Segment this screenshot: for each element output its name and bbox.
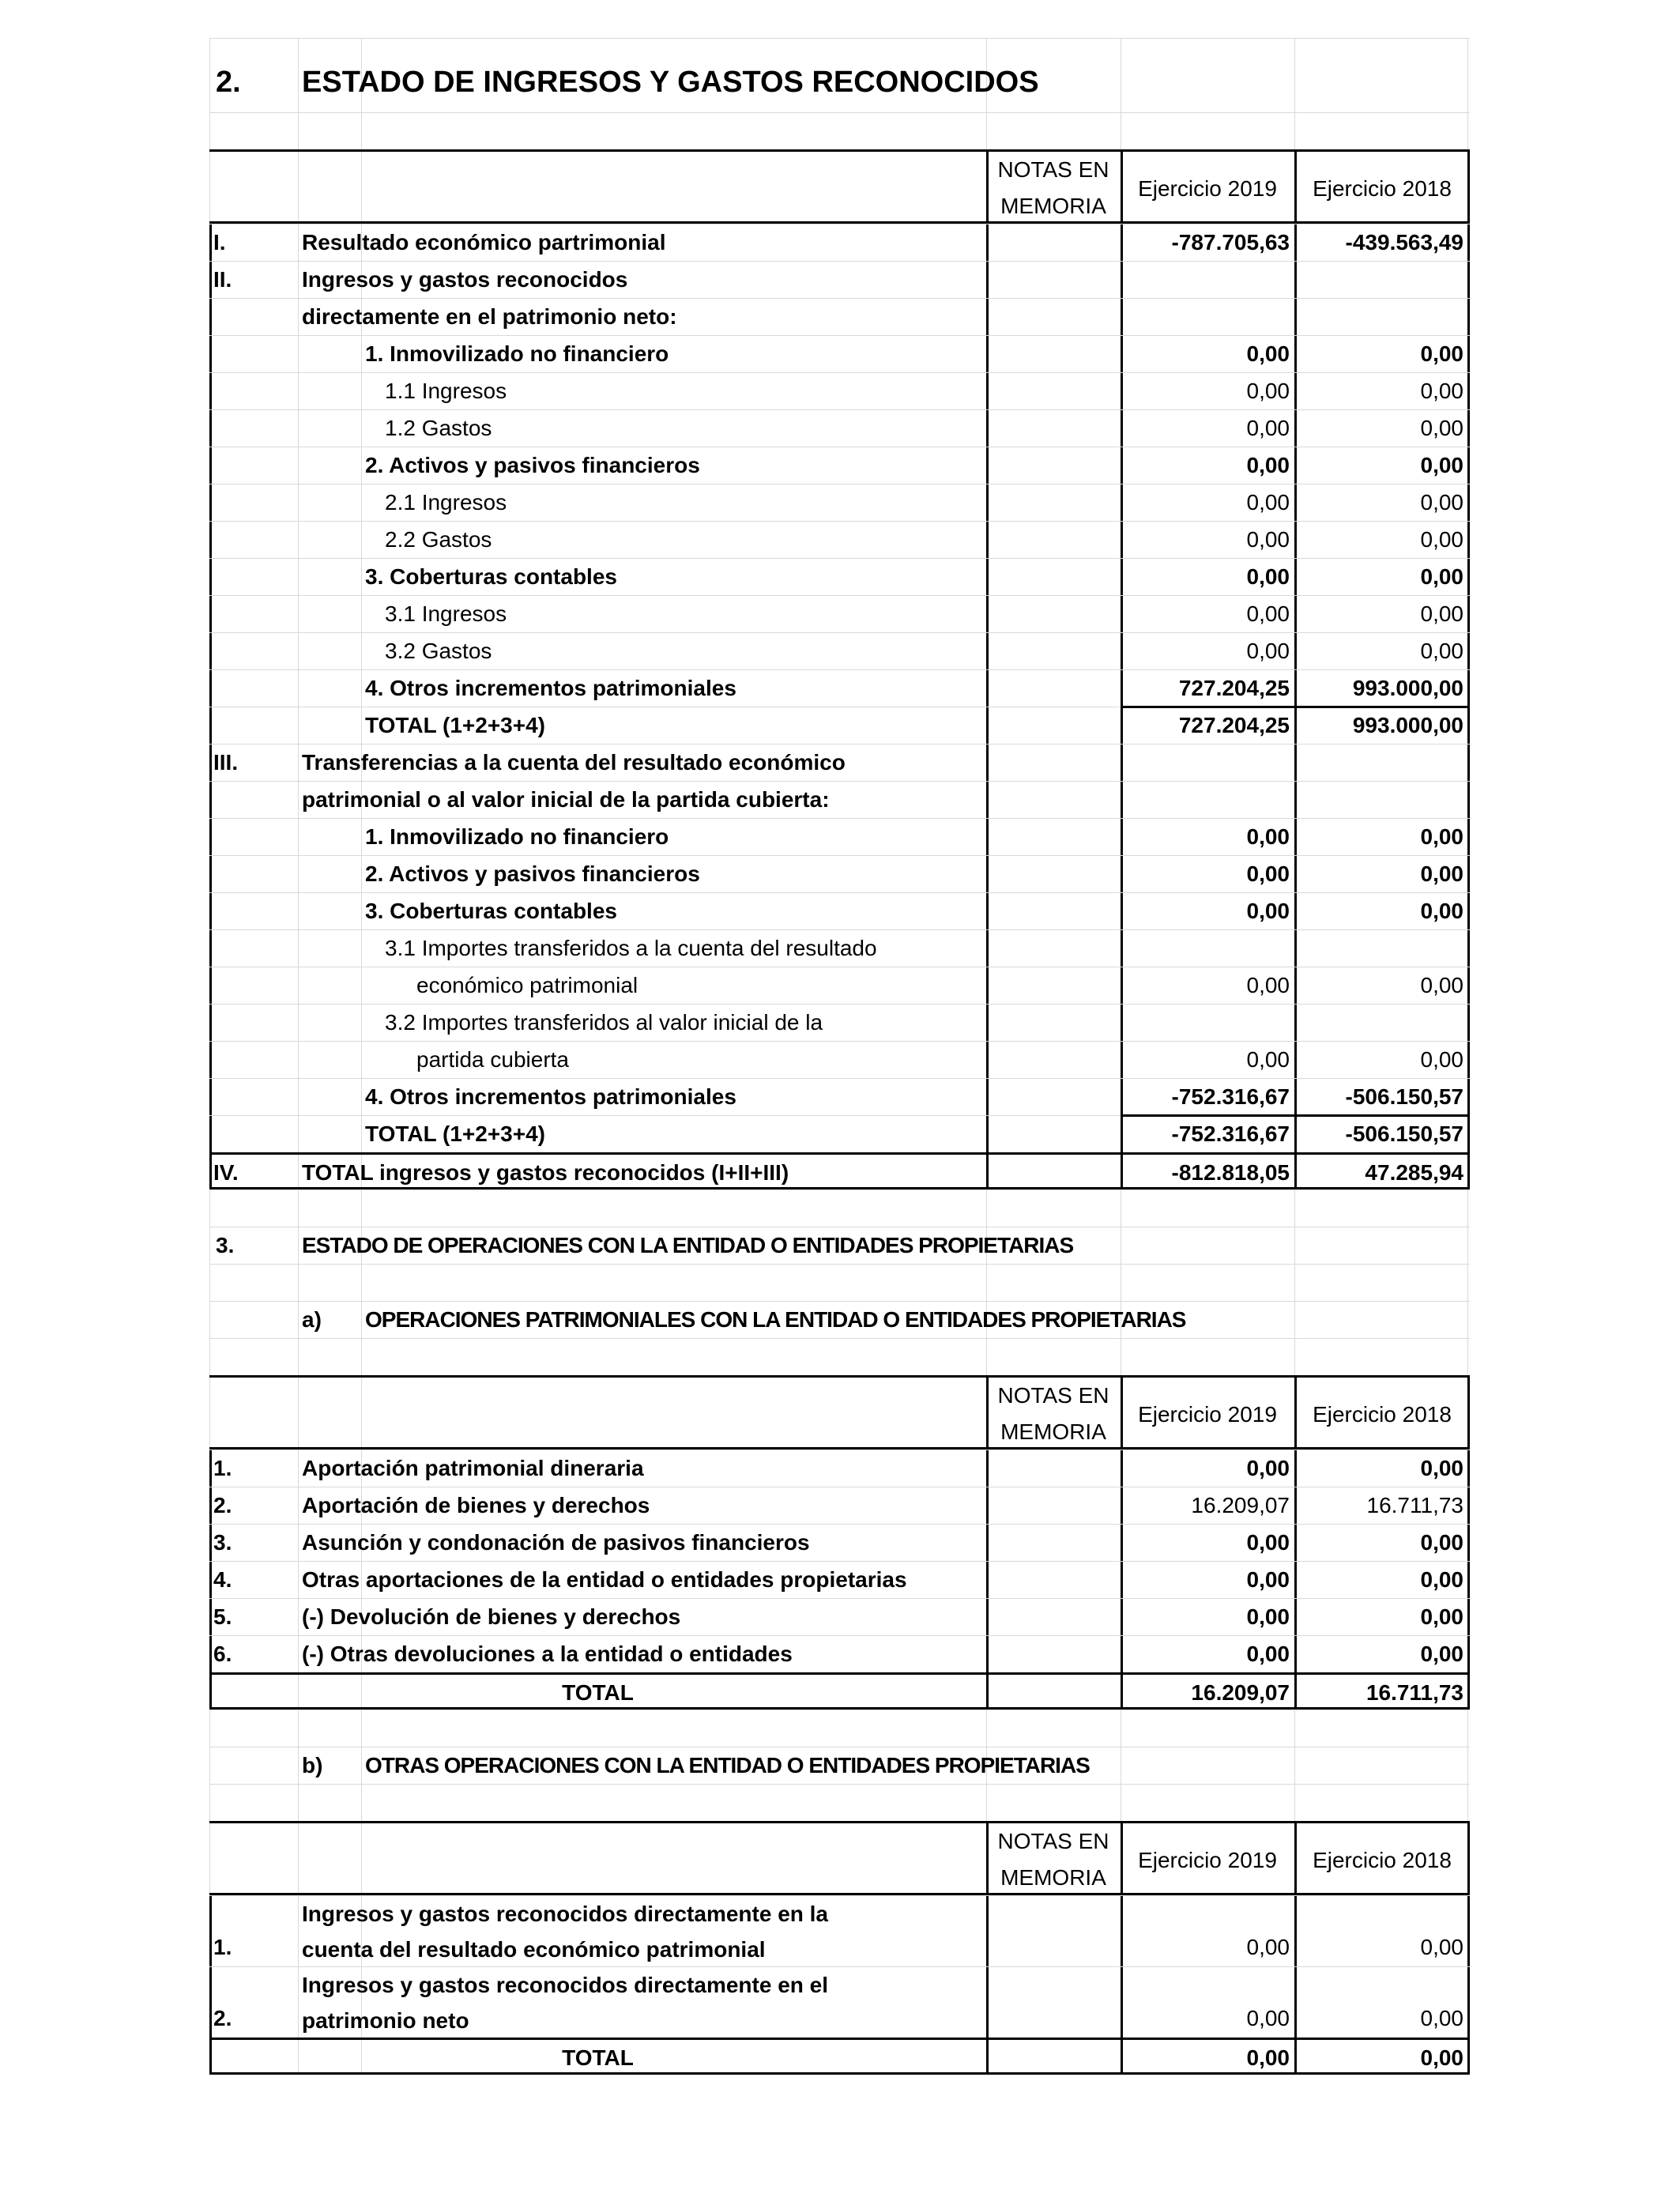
- table-header: [209, 149, 1470, 224]
- row-number: [213, 373, 298, 409]
- row-label: (-) Devolución de bienes y derechos: [302, 1604, 681, 1629]
- row-label: 3.1 Ingresos: [385, 601, 507, 626]
- row-label: Resultado económico partrimonial: [302, 230, 666, 254]
- row-number: [213, 336, 298, 372]
- row-label: 4. Otros incrementos patrimoniales: [365, 676, 736, 700]
- value-2018: 0,00: [1420, 341, 1463, 366]
- value-2019: -752.316,67: [1171, 1122, 1290, 1146]
- total-label: TOTAL: [562, 2045, 634, 2070]
- value-2019: 0,00: [1246, 973, 1290, 997]
- value-2018: 0,00: [1420, 1456, 1463, 1480]
- value-2019: 0,00: [1246, 1047, 1290, 1072]
- table-row: [209, 298, 1470, 335]
- row-label: [302, 1967, 986, 2038]
- row-number: [213, 670, 298, 707]
- row-number: 5.: [213, 1604, 232, 1629]
- value-2019: [1121, 262, 1294, 298]
- row-label: económico patrimonial: [416, 973, 638, 997]
- row-label: 3.2 Gastos: [385, 639, 492, 663]
- table-row: [209, 447, 1470, 484]
- value-2019: [1121, 745, 1294, 781]
- table-row: [209, 1598, 1470, 1635]
- value-2019: -812.818,05: [1171, 1160, 1290, 1185]
- value-2019: 0,00: [1246, 639, 1290, 663]
- row-label: 1.2 Gastos: [385, 416, 492, 440]
- value-2019: 0,00: [1246, 1567, 1290, 1592]
- value-2019: [1121, 782, 1294, 818]
- row-label: (-) Otras devoluciones a la entidad o entidades: [302, 1642, 793, 1666]
- table-header: [209, 1821, 1470, 1895]
- table-row: [209, 818, 1470, 855]
- table-row: [209, 892, 1470, 929]
- row-label: 1. Inmovilizado no financiero: [365, 824, 669, 849]
- table-row: [209, 372, 1470, 409]
- row-label: 3. Coberturas contables: [365, 564, 617, 589]
- row-number: 2.: [213, 2006, 232, 2030]
- value-2018: -506.150,57: [1345, 1084, 1463, 1109]
- value-2019: 0,00: [1246, 341, 1290, 366]
- page-title: ESTADO DE INGRESOS Y GASTOS RECONOCIDOS: [302, 66, 1039, 99]
- row-number: [213, 484, 298, 521]
- section-number: 2.: [216, 66, 241, 99]
- subsection-title: OTRAS OPERACIONES CON LA ENTIDAD O ENTIDADES PROPIETARIAS: [365, 1753, 1090, 1777]
- value-2019: -787.705,63: [1171, 230, 1290, 254]
- row-label: 2.2 Gastos: [385, 527, 492, 552]
- row-label: 3.1 Importes transferidos a la cuenta del resultado: [385, 936, 877, 960]
- table-row: [209, 744, 1470, 781]
- notes-header-line2: MEMORIA: [1000, 194, 1106, 218]
- value-2019: [1121, 1005, 1294, 1041]
- row-number: [213, 559, 298, 595]
- row-label: 1.1 Ingresos: [385, 379, 507, 403]
- row-number: [213, 782, 298, 818]
- row-label: 2. Activos y pasivos financieros: [365, 861, 700, 886]
- notes-header: [986, 1378, 1121, 1447]
- row-number: 1.: [213, 1456, 232, 1480]
- table-row: [209, 1966, 1470, 2038]
- year-2018-header: Ejercicio 2018: [1313, 1848, 1452, 1872]
- row-number: 3.: [213, 1530, 232, 1555]
- empty-row: [209, 1710, 1470, 1747]
- value-2018: 0,00: [1420, 453, 1463, 477]
- table-row: [209, 1115, 1470, 1152]
- value-2018: -439.563,49: [1345, 230, 1463, 254]
- row-number: [213, 596, 298, 632]
- row-number: [213, 1079, 298, 1115]
- row-label-line1: Ingresos y gastos reconocidos directamente en la: [302, 1902, 828, 1926]
- value-2018: 0,00: [1420, 601, 1463, 626]
- table-row: [209, 335, 1470, 372]
- value-2019: 0,00: [1246, 861, 1290, 886]
- value-2019: 0,00: [1246, 416, 1290, 440]
- table-row: [209, 224, 1470, 261]
- value-2019: 0,00: [1246, 1642, 1290, 1666]
- table-row: [209, 1041, 1470, 1078]
- subsection-title-row: [209, 1747, 1470, 1784]
- table-row: [209, 1561, 1470, 1598]
- row-number: [213, 707, 298, 744]
- notes-header-line1: NOTAS EN: [997, 1829, 1109, 1853]
- value-2018: [1294, 782, 1470, 818]
- value-2019: [1121, 299, 1294, 335]
- row-number: [213, 819, 298, 855]
- table-row: [209, 781, 1470, 818]
- row-label-line2: cuenta del resultado económico patrimonial: [302, 1937, 766, 1962]
- value-2018: 0,00: [1420, 1530, 1463, 1555]
- row-number: [213, 1116, 298, 1152]
- notes-header: [986, 1823, 1121, 1893]
- notes-header: [986, 152, 1121, 221]
- row-number: 1.: [213, 1935, 232, 1959]
- table-row: [209, 1152, 1470, 1189]
- value-2019: 0,00: [1246, 899, 1290, 923]
- row-label: 4. Otros incrementos patrimoniales: [365, 1084, 736, 1109]
- empty-row: [209, 112, 1470, 149]
- value-2019: -752.316,67: [1171, 1084, 1290, 1109]
- empty-row: [209, 1189, 1470, 1227]
- row-number: [213, 299, 298, 335]
- total-row: [209, 1672, 1470, 1710]
- total-2018: 0,00: [1420, 2045, 1463, 2070]
- value-2018: 0,00: [1420, 1567, 1463, 1592]
- row-label: patrimonial o al valor inicial de la partida cubierta:: [302, 787, 830, 812]
- section-title-row: [209, 1227, 1470, 1264]
- section-title-row: [209, 38, 1470, 112]
- row-number: 2.: [213, 1493, 232, 1517]
- table-header: [209, 1375, 1470, 1449]
- value-2018: 993.000,00: [1352, 713, 1463, 737]
- row-number: [213, 893, 298, 929]
- notes-header-line1: NOTAS EN: [997, 1383, 1109, 1408]
- table-row: [209, 967, 1470, 1004]
- subsection-letter: a): [302, 1307, 322, 1332]
- value-2018: 0,00: [1420, 899, 1463, 923]
- row-label-line1: Ingresos y gastos reconocidos directamente en el: [302, 1973, 828, 1997]
- value-2018: 0,00: [1420, 564, 1463, 589]
- value-2018: 0,00: [1420, 2006, 1463, 2030]
- value-2019: 0,00: [1246, 1530, 1290, 1555]
- value-2018: 0,00: [1420, 639, 1463, 663]
- row-label: TOTAL (1+2+3+4): [365, 1122, 545, 1146]
- value-2018: 0,00: [1420, 1935, 1463, 1959]
- value-2018: 0,00: [1420, 527, 1463, 552]
- notes-header-line2: MEMORIA: [1000, 1419, 1106, 1444]
- value-2019: 0,00: [1246, 601, 1290, 626]
- row-label: Aportación de bienes y derechos: [302, 1493, 650, 1517]
- table-row: [209, 1524, 1470, 1561]
- row-number: III.: [213, 750, 239, 775]
- value-2019: [1121, 930, 1294, 967]
- row-label: Asunción y condonación de pasivos financieros: [302, 1530, 810, 1555]
- table-row: [209, 632, 1470, 669]
- value-2018: 993.000,00: [1352, 676, 1463, 700]
- table-row: [209, 558, 1470, 595]
- total-2018: 16.711,73: [1365, 1680, 1463, 1705]
- value-2018: 0,00: [1420, 861, 1463, 886]
- value-2018: [1294, 1005, 1470, 1041]
- value-2018: 0,00: [1420, 824, 1463, 849]
- table-row: [209, 1449, 1470, 1487]
- table-row: [209, 1487, 1470, 1524]
- total-row: [209, 2038, 1470, 2075]
- year-2019-header: Ejercicio 2019: [1138, 1848, 1277, 1872]
- year-2018-header: Ejercicio 2018: [1313, 1402, 1452, 1427]
- value-2019: 727.204,25: [1178, 676, 1290, 700]
- subsection-title-row: [209, 1301, 1470, 1338]
- value-2018: [1294, 930, 1470, 967]
- value-2019: 0,00: [1246, 527, 1290, 552]
- value-2018: 0,00: [1420, 379, 1463, 403]
- row-number: [213, 522, 298, 558]
- value-2018: 0,00: [1420, 1604, 1463, 1629]
- total-2019: 0,00: [1246, 2045, 1290, 2070]
- row-label: directamente en el patrimonio neto:: [302, 304, 677, 329]
- statement-sheet: [209, 38, 1470, 2075]
- table-row: [209, 595, 1470, 632]
- table-row: [209, 409, 1470, 447]
- row-number: [213, 410, 298, 447]
- table-row: [209, 707, 1470, 744]
- row-label: TOTAL ingresos y gastos reconocidos (I+II+III): [302, 1160, 789, 1185]
- empty-row: [209, 1264, 1470, 1301]
- notes-header-line1: NOTAS EN: [997, 157, 1109, 182]
- row-label: 3.2 Importes transferidos al valor inicial de la: [385, 1010, 823, 1035]
- total-2019: 16.209,07: [1191, 1680, 1290, 1705]
- table-row: [209, 855, 1470, 892]
- value-2019: 0,00: [1246, 2006, 1290, 2030]
- row-number: [213, 1005, 298, 1041]
- row-label: TOTAL (1+2+3+4): [365, 713, 545, 737]
- subsection-title: OPERACIONES PATRIMONIALES CON LA ENTIDAD O ENTIDADES PROPIETARIAS: [365, 1307, 1186, 1332]
- row-number: 6.: [213, 1642, 232, 1666]
- value-2019: 727.204,25: [1178, 713, 1290, 737]
- row-label: 1. Inmovilizado no financiero: [365, 341, 669, 366]
- row-number: IV.: [213, 1160, 239, 1185]
- table-row: [209, 1635, 1470, 1672]
- row-label: partida cubierta: [416, 1047, 570, 1072]
- table-row: [209, 1895, 1470, 1966]
- value-2018: 0,00: [1420, 973, 1463, 997]
- row-number: 4.: [213, 1567, 232, 1592]
- table-row: [209, 669, 1470, 707]
- table-row: [209, 929, 1470, 967]
- row-label: [302, 1896, 986, 1966]
- total-label: TOTAL: [562, 1680, 634, 1705]
- row-label: Otras aportaciones de la entidad o entidades propietarias: [302, 1567, 907, 1592]
- row-label: Aportación patrimonial dineraria: [302, 1456, 644, 1480]
- row-number: II.: [213, 267, 232, 292]
- row-label: Transferencias a la cuenta del resultado económico: [302, 750, 846, 775]
- value-2019: 0,00: [1246, 1456, 1290, 1480]
- value-2018: 0,00: [1420, 416, 1463, 440]
- subsection-letter: b): [302, 1753, 323, 1777]
- value-2018: 0,00: [1420, 1047, 1463, 1072]
- row-label: Ingresos y gastos reconocidos: [302, 267, 628, 292]
- value-2019: 0,00: [1246, 379, 1290, 403]
- notes-header-line2: MEMORIA: [1000, 1865, 1106, 1890]
- value-2018: [1294, 299, 1470, 335]
- section-title: ESTADO DE OPERACIONES CON LA ENTIDAD O ENTIDADES PROPIETARIAS: [302, 1233, 1074, 1257]
- value-2018: 0,00: [1420, 1642, 1463, 1666]
- value-2018: [1294, 262, 1470, 298]
- row-number: I.: [213, 230, 226, 254]
- row-number: [213, 967, 298, 1004]
- row-label: 2.1 Ingresos: [385, 490, 507, 515]
- row-number: [213, 447, 298, 484]
- section-number: 3.: [216, 1233, 235, 1257]
- year-2018-header: Ejercicio 2018: [1313, 176, 1452, 201]
- empty-row: [209, 1784, 1470, 1821]
- value-2018: 16.711,73: [1366, 1493, 1463, 1517]
- row-label: 2. Activos y pasivos financieros: [365, 453, 700, 477]
- empty-row: [209, 1338, 1470, 1375]
- table-row: [209, 1004, 1470, 1041]
- value-2019: 0,00: [1246, 564, 1290, 589]
- value-2018: -506.150,57: [1345, 1122, 1463, 1146]
- year-2019-header: Ejercicio 2019: [1138, 176, 1277, 201]
- table-row: [209, 521, 1470, 558]
- value-2019: 0,00: [1246, 1935, 1290, 1959]
- year-2019-header: Ejercicio 2019: [1138, 1402, 1277, 1427]
- row-number: [213, 856, 298, 892]
- table-row: [209, 484, 1470, 521]
- value-2019: 0,00: [1246, 824, 1290, 849]
- row-number: [213, 633, 298, 669]
- value-2018: 47.285,94: [1365, 1160, 1463, 1185]
- row-number: [213, 930, 298, 967]
- row-label-line2: patrimonio neto: [302, 2008, 469, 2033]
- row-label: 3. Coberturas contables: [365, 899, 617, 923]
- row-number: [213, 1042, 298, 1078]
- value-2018: 0,00: [1420, 490, 1463, 515]
- value-2019: 16.209,07: [1191, 1493, 1290, 1517]
- value-2019: 0,00: [1246, 490, 1290, 515]
- value-2019: 0,00: [1246, 1604, 1290, 1629]
- value-2018: [1294, 745, 1470, 781]
- value-2019: 0,00: [1246, 453, 1290, 477]
- table-row: [209, 1078, 1470, 1115]
- table-row: [209, 261, 1470, 298]
